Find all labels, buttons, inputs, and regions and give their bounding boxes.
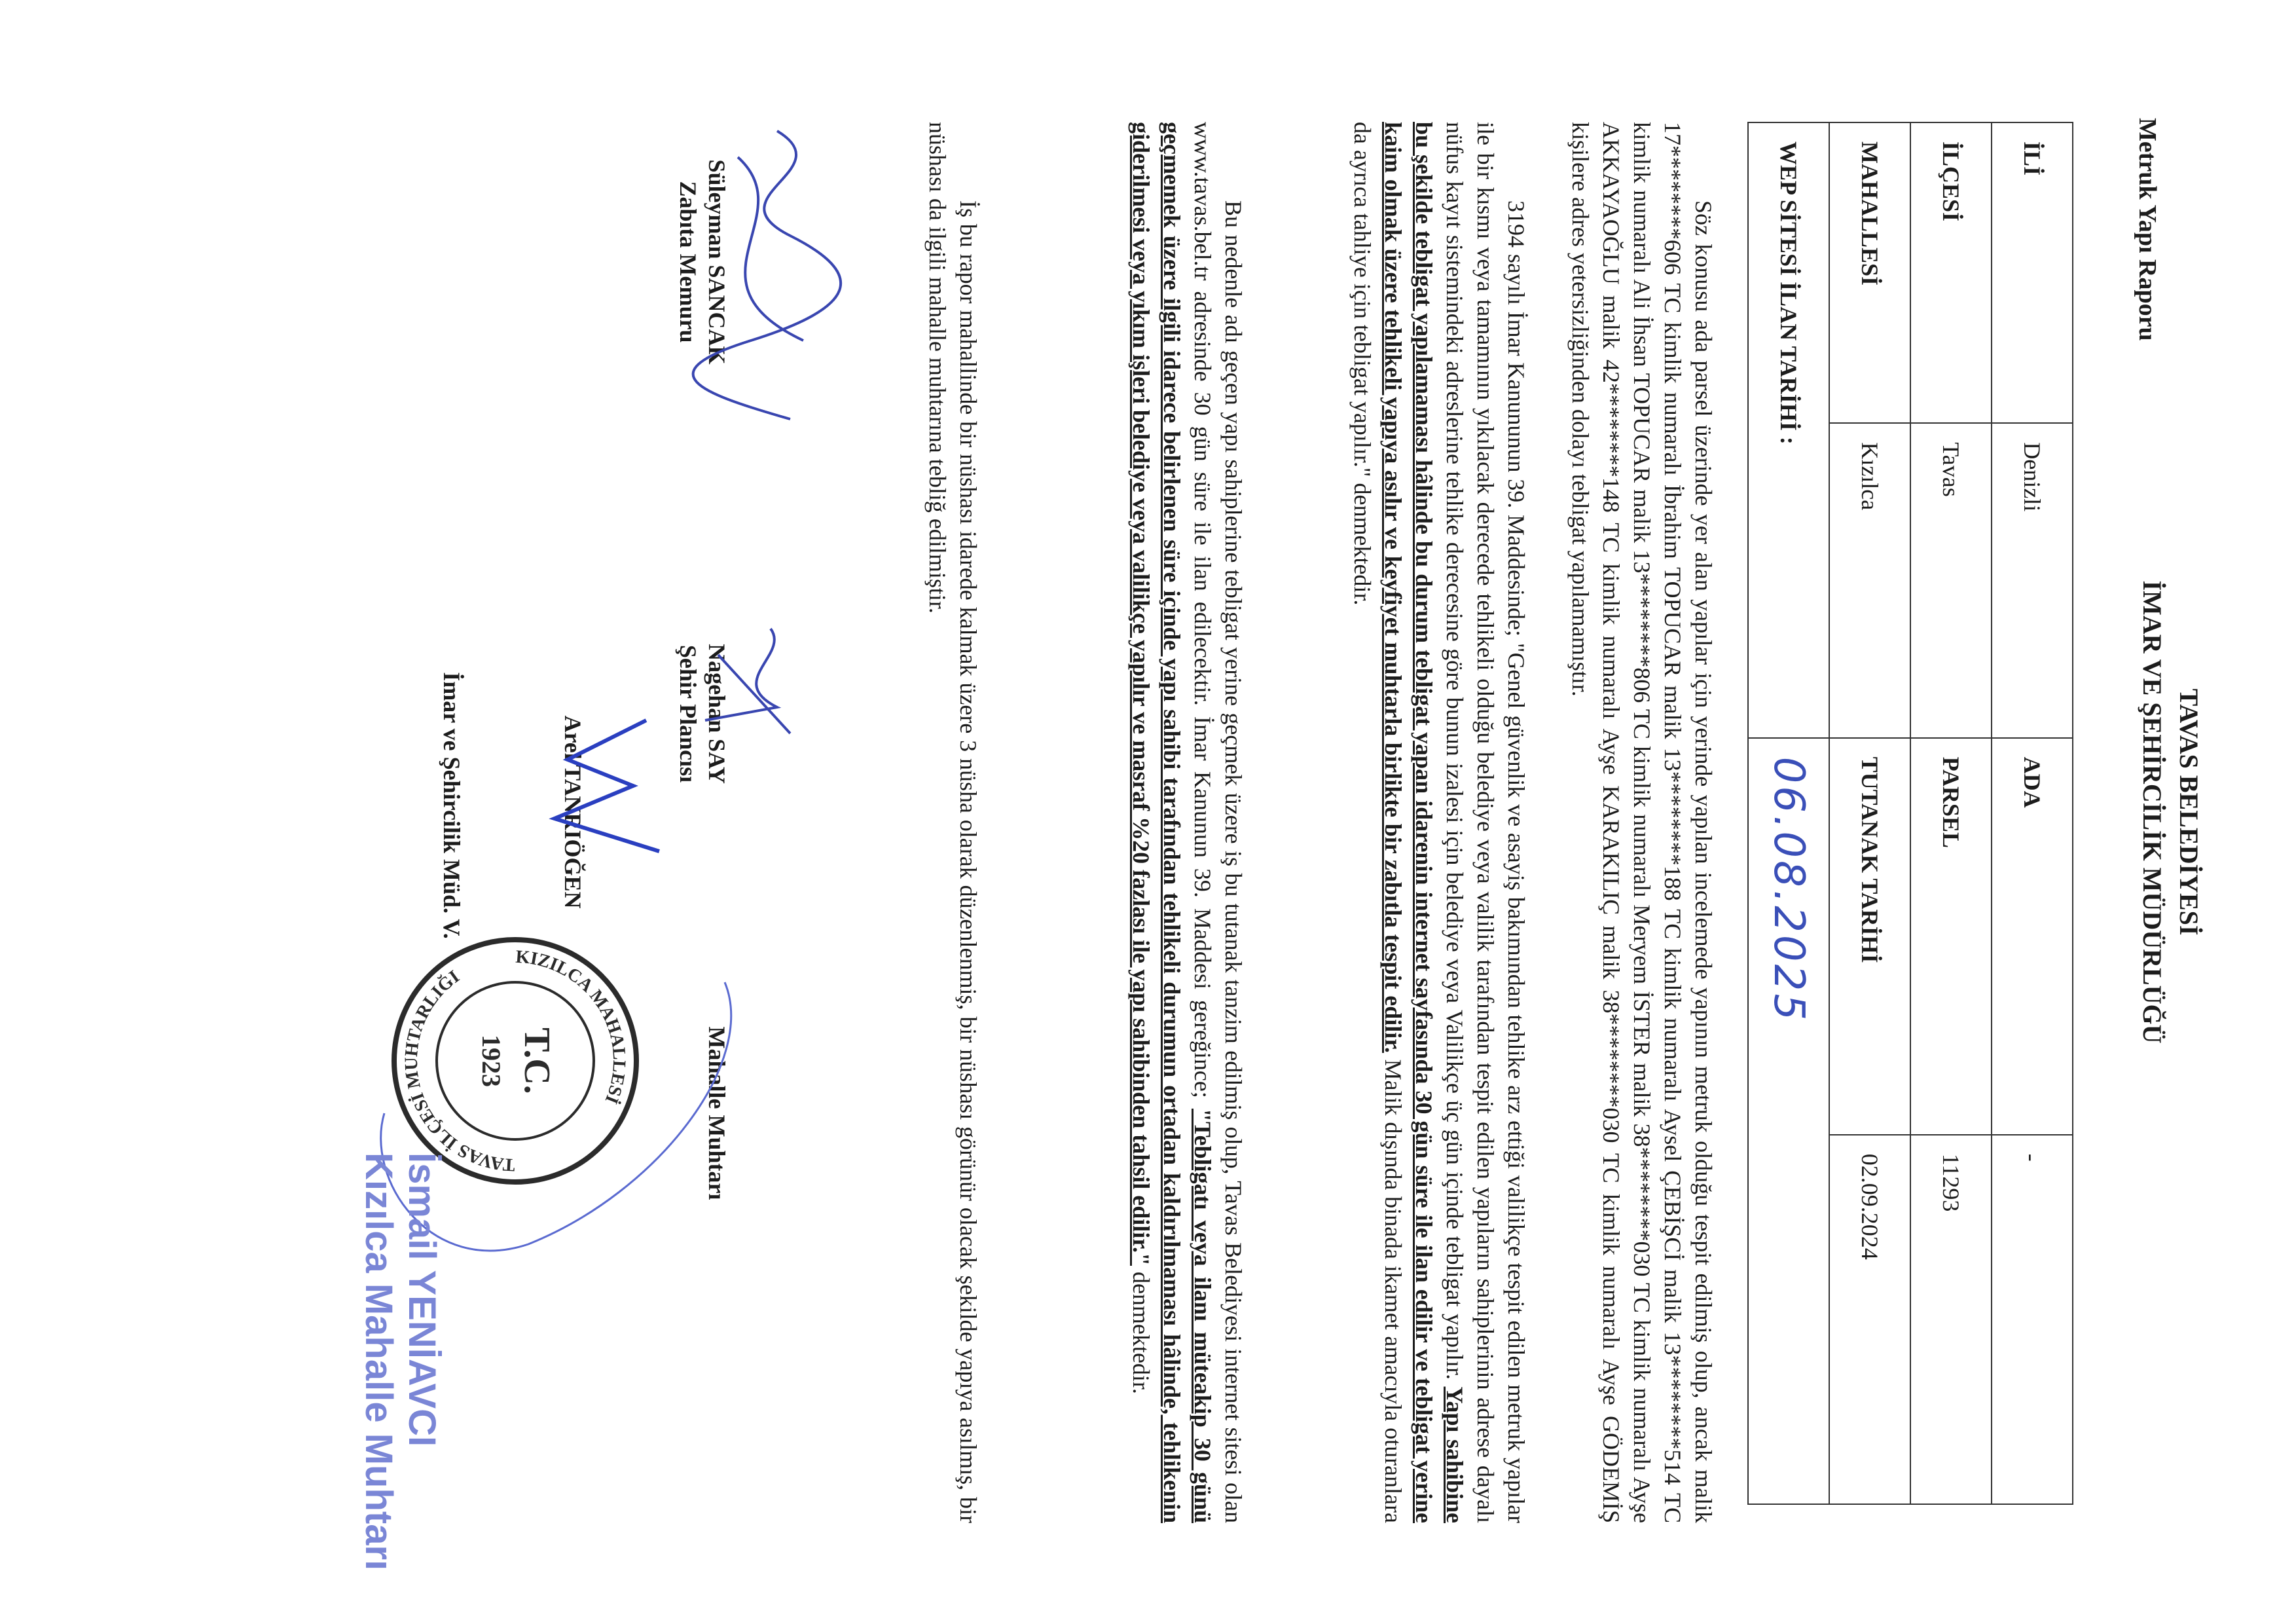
label-ada: ADA xyxy=(1992,738,2073,1135)
paragraph-3-text-c: denmektedir. xyxy=(1128,1265,1154,1394)
value-web-ilan-tarihi xyxy=(1748,738,1829,1504)
paragraph-3 xyxy=(1125,122,1248,1523)
value-ilce: Tavas xyxy=(1910,423,1992,737)
signature-block-planner xyxy=(674,530,731,897)
signer-title: İmar ve Şehircilik Müd. V. xyxy=(439,672,465,939)
muhtar-stamp xyxy=(357,1153,443,1570)
paragraph-2 xyxy=(1347,122,1531,1523)
signature-block-muhtar xyxy=(702,930,731,1297)
label-parsel: PARSEL xyxy=(1910,738,1992,1135)
signer-title: Zabıta Memuru xyxy=(675,181,701,343)
paragraph-1: Söz konusu ada parsel üzerinde yer alan yapılar için yerinde yapılan incelemede yapının metruk olduğu tespit edilmiş olup, ancak malik 17********606 TC kimlik numaralı İbrahim TOPUCAR malik 13********188 TC kimlik numaralı Aysel ÇEBİŞCİ malik 13********514 TC kimlik numaralı Ali İhsan TOPUCAR malik 13********806 TC kimlik numaralı Meryem İSTER malik 38********030 TC kimlik numaralı Ayşe AKKAYAOĞLU malik 42********148 TC kimlik numaralı Ayşe KARAKILIÇ malik 38********030 TC kimlik numaralı Ayşe GÖDEMİŞ kişilere adres yetersizliğinden dolayı tebligat yapılamamıştır. xyxy=(1567,122,1717,1523)
seal-year: 1923 xyxy=(477,1035,506,1087)
value-il: Denizli xyxy=(1992,423,2073,737)
department-title: İMAR VE ŞEHİRCİLİK MÜDÜRLÜĞÜ xyxy=(2138,580,2167,1044)
handwritten-date: 06.08.2025 xyxy=(1764,756,1813,1024)
signer-title: Mahalle Muhtarı xyxy=(704,1026,730,1200)
seal-ring-text-2: TAVAS İLÇESİ MUHTARLIĞI xyxy=(401,966,516,1175)
label-ilce: İLÇESİ xyxy=(1910,122,1992,423)
signer-name: Süleyman SANCAK xyxy=(704,159,730,365)
label-mahalle: MAHALLESİ xyxy=(1829,122,1910,423)
table-row xyxy=(1992,122,2073,1504)
paragraph-2-emphasis: Yapı sahibine bu şekilde tebligat yapılamaması hâlinde bu durum tebligat yapan idarenin internet sayfasında 30 gün süre ile ilan edilir ve tebligat yerine kaim olmak üzere tehlikeli yapıya asılır ve keyfiyet muhtarla birlikte bir zabıtla tespit edilir. xyxy=(1380,122,1468,1524)
table-row xyxy=(1910,122,1992,1504)
report-title: Metruk Yapı Raporu xyxy=(2134,118,2161,341)
paragraph-3-emphasis: "Tebligatı veya ilanı müteakip 30 günü geçmemek üzere ilgili idarece belirlenen süre içinde yapı sahibi tarafından tehlikeli durumun ortadan kaldırılmaması hâlinde, tehlikenin giderilmesi veya yıkım işleri belediye veya valilikçe yapılır ve masraf %20 fazlası ile yapı sahibinden tahsil edilir." xyxy=(1128,122,1216,1523)
signature-block-zabita xyxy=(674,79,731,445)
signer-name: Nagehan SAY xyxy=(704,644,730,784)
value-parsel: 11293 xyxy=(1910,1135,1992,1504)
signer-title: Şehir Plancısı xyxy=(675,644,701,783)
paragraph-2-text-c: Malik dışında binada ikamet amacıyla oturanlara da ayrıca tahliye için tebligat yapılır." denmektedir. xyxy=(1349,122,1406,1523)
muhtar-title: Kızılca Mahalle Muhtarı xyxy=(357,1153,400,1571)
value-ada: - xyxy=(1992,1135,2073,1504)
paragraph-4: İş bu rapor mahallinde bir nüshası idarede kalmak üzere 3 nüsha olarak düzenlenmiş, bir nüshası görünür olacak şekilde yapıya asılmış, bir nüshası da ilgili mahalle muhtarına tebliğ edilmiştir. xyxy=(924,122,981,1523)
label-il: İLİ xyxy=(1992,122,2073,423)
label-tutanak-tarihi: TUTANAK TARİHİ xyxy=(1829,738,1910,1135)
label-web-ilan-tarihi: WEP SİTESİ İLAN TARİHİ : xyxy=(1748,122,1829,738)
signer-name: Arel TANRIÖĞEN xyxy=(560,715,586,909)
muhtar-name: İsmail YENİAVCI xyxy=(401,1153,443,1447)
paragraph-3-text-a: Bu nedenle adı geçen yapı sahiplerine tebligat yerine geçmek üzere iş bu tutanak tanzim edilmiş olup, Tavas Belediyesi internet sitesi olan www.tavas.bel.tr adresinde 30 gün süre ile ilan edilecektir. İmar Kanunun 39. Maddesi gereğince; xyxy=(1190,122,1247,1523)
table-row xyxy=(1829,122,1910,1504)
seal-top-text: T.C. xyxy=(517,1027,557,1094)
institution-title: TAVAS BELEDİYESİ xyxy=(2174,688,2204,936)
value-mahalle: Kızılca xyxy=(1829,423,1910,737)
table-row xyxy=(1748,122,1829,1504)
seal-ring-text-1: KIZILCA MAHALLESİ xyxy=(515,946,630,1107)
value-tutanak-tarihi: 02.09.2024 xyxy=(1829,1135,1910,1504)
paragraph-2-text-a: 3194 sayılı İmar Kanununun 39. Maddesinde; "Genel güvenlik ve asayiş bakımından tehlike arz ettiği valilikçe tespit edilen metruk yapılar ile bir kısmı veya tamamının yıkılacak derecede tehlikeli olduğu belediye veya valilik tarafından tespit edilen yapıların sahiplerinin adrese dayalı nüfus kayıt sistemindeki adreslerine tehlike derecesine göre bunun izalesi için belediye veya Valilikçe üç gün içinde tebligat yapılır. xyxy=(1442,122,1529,1523)
info-table xyxy=(1747,122,2073,1505)
